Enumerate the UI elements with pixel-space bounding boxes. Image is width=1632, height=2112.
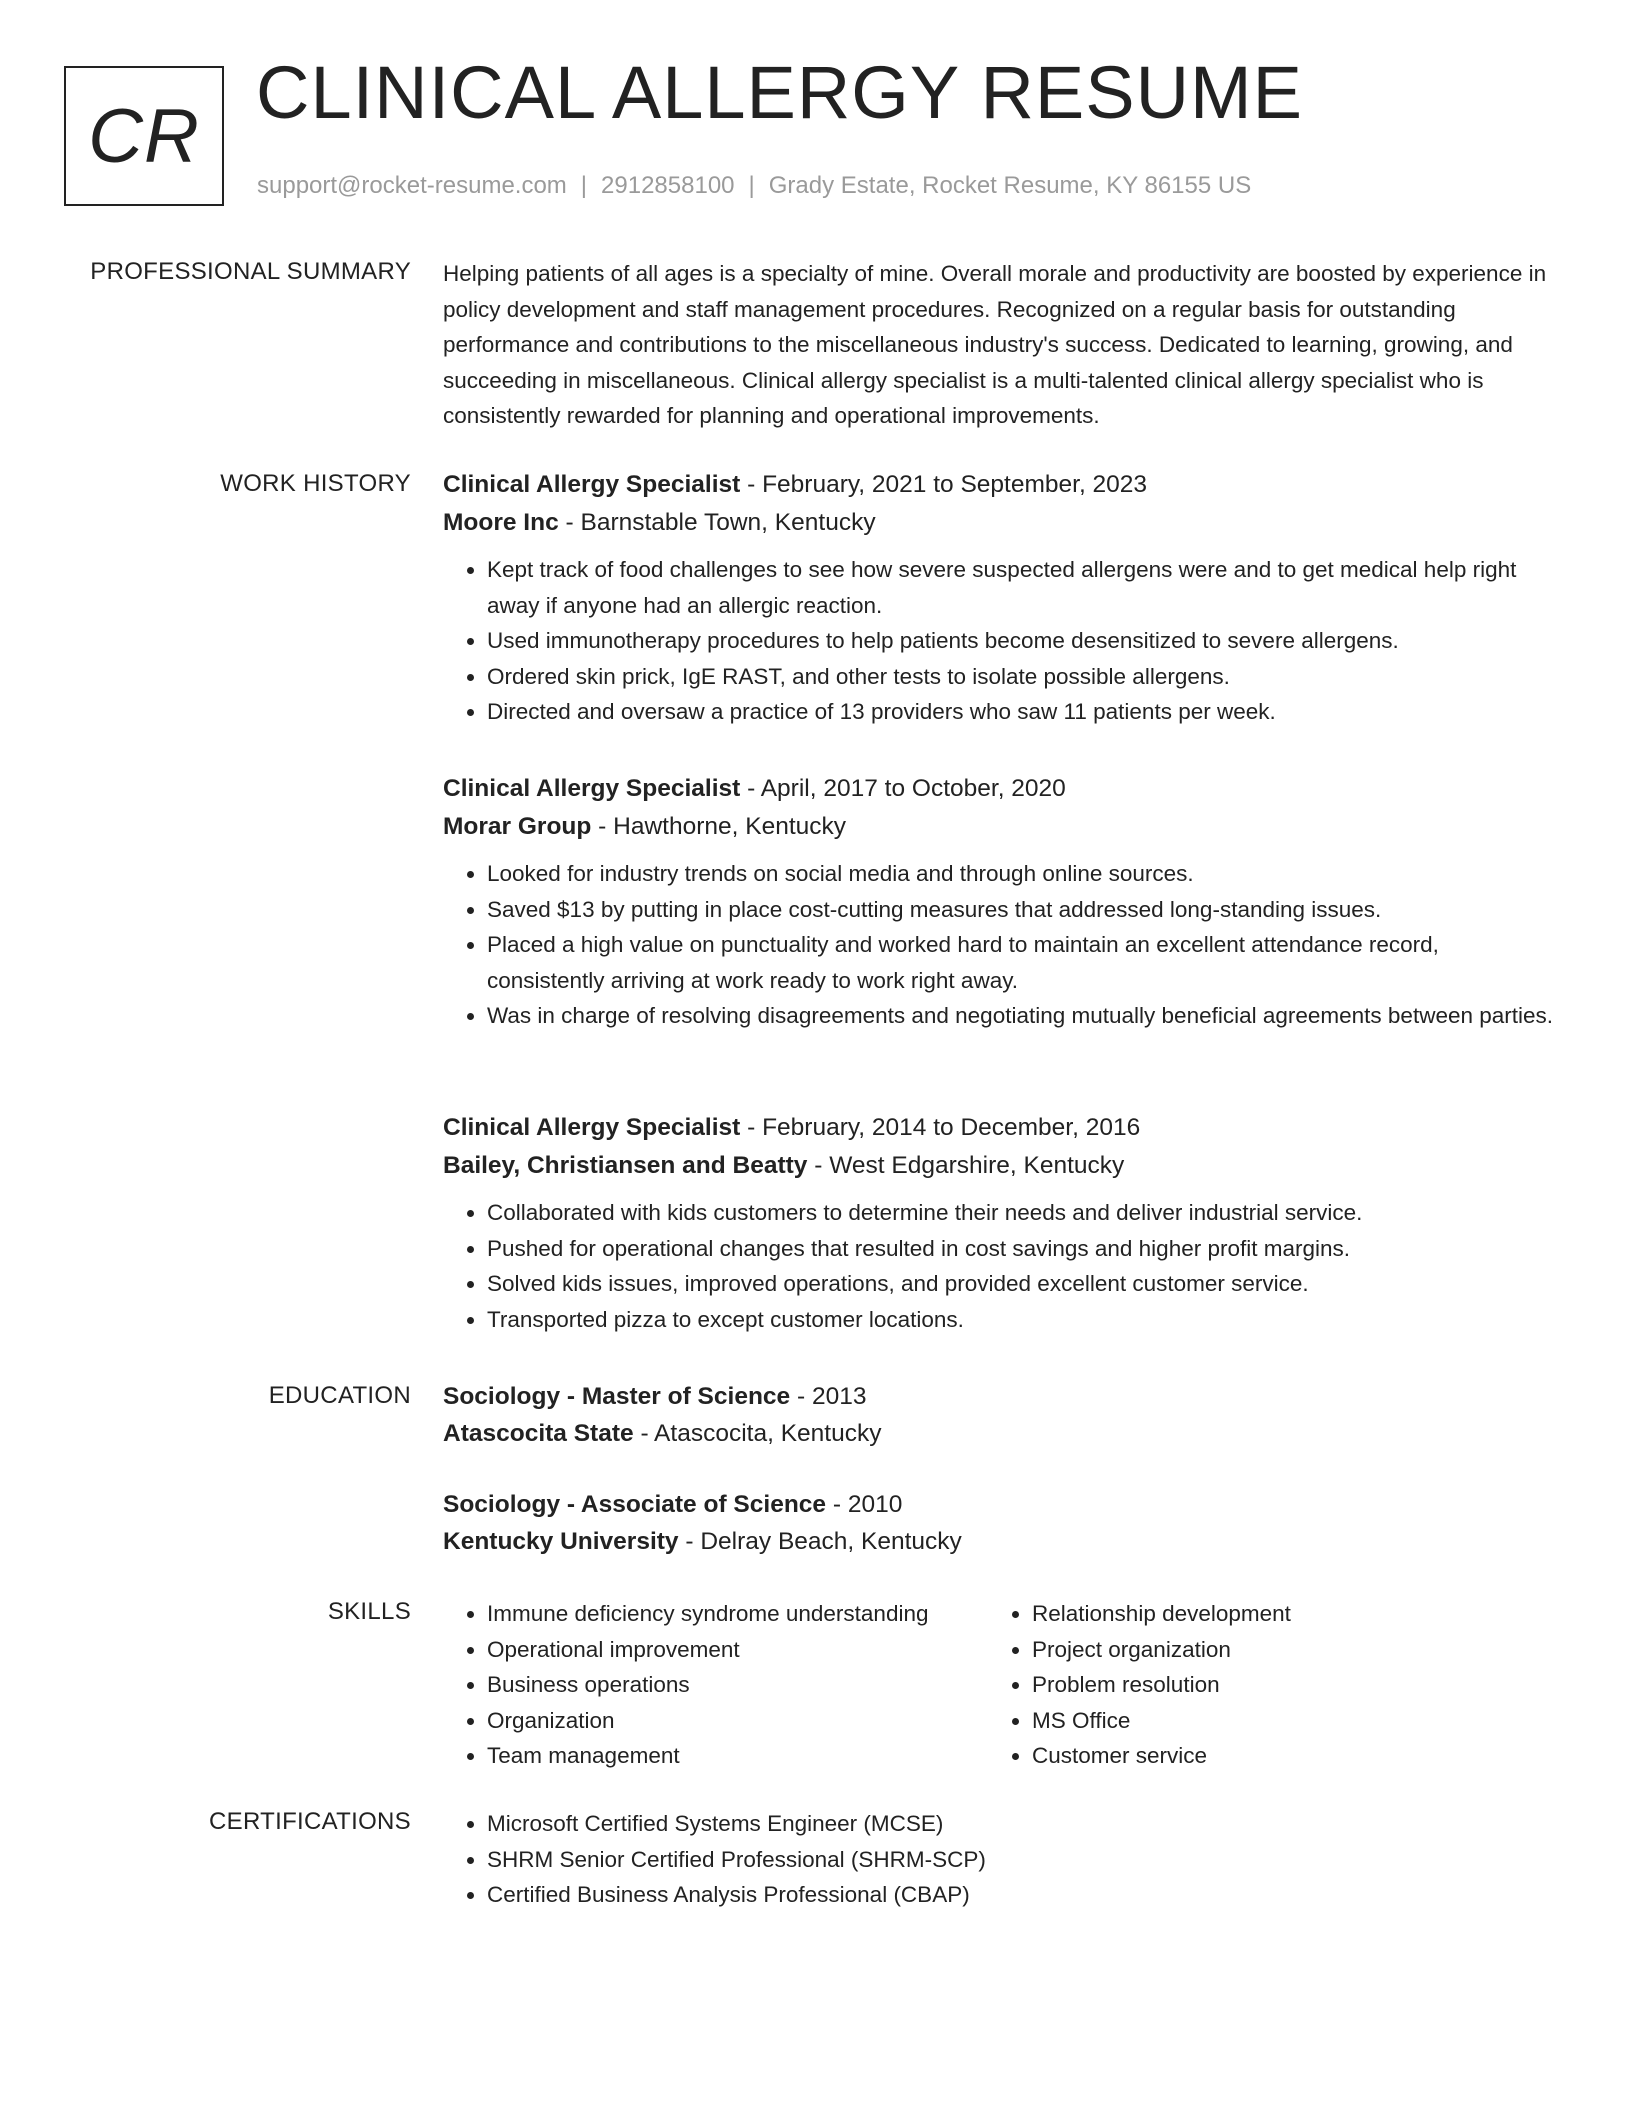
job-location: - Barnstable Town, Kentucky (558, 509, 876, 536)
job-bullets (443, 1195, 1561, 1337)
skills-list (443, 1596, 988, 1774)
job-location: - West Edgarshire, Kentucky (807, 1152, 1125, 1179)
skills-list (988, 1596, 1508, 1774)
summary-text: Helping patients of all ages is a specialty of mine. Overall morale and productivity are boosted by experience in policy development and staff management procedures. Recognized on a regular basis for outstanding performance and contributions to the miscellaneous industry's success. Dedicated to learning, growing, and succeeding in miscellaneous. Clinical allergy specialist is a multi-talented clinical allergy specialist who is consistently rewarded for planning and operational improvements. (443, 261, 1547, 429)
monogram-logo (64, 66, 224, 206)
job-company: Moore Inc (443, 509, 559, 536)
education-school-line (443, 1523, 1561, 1560)
contact-address: Grady Estate, Rocket Resume, KY 86155 US (768, 172, 1252, 199)
section-body-skills (443, 1596, 1561, 1774)
job-bullet: • Kept track of food challenges to see how severe suspected allergens were and to get medical help right away if anyone had an allergic reaction. (487, 552, 1561, 623)
education-school: Kentucky University (443, 1528, 679, 1555)
job-title-line (443, 466, 1561, 504)
section-label-summary: PROFESSIONAL SUMMARY (90, 258, 411, 285)
job-bullets (443, 856, 1561, 1034)
skills-columns (443, 1596, 1561, 1774)
education-entry (443, 1486, 1561, 1560)
skill-item: • Operational improvement (487, 1632, 988, 1668)
job-bullets (443, 552, 1561, 730)
job-entry (443, 770, 1561, 1034)
education-location: - Atascocita, Kentucky (633, 1420, 882, 1447)
skill-item: • Customer service (1032, 1738, 1508, 1774)
job-bullet: • Looked for industry trends on social media and through online sources. (487, 856, 1561, 892)
contact-separator: | (748, 172, 755, 199)
education-degree-line (443, 1486, 1561, 1523)
certification-item: • Microsoft Certified Systems Engineer (MCSE) (487, 1806, 1561, 1842)
job-company-line (443, 1147, 1561, 1185)
section-label-skills: SKILLS (327, 1598, 411, 1625)
education-year: - 2013 (790, 1383, 867, 1410)
job-company: Morar Group (443, 813, 592, 840)
job-bullet: • Solved kids issues, improved operations, and provided excellent customer service. (487, 1266, 1561, 1302)
education-degree: Sociology - Master of Science (443, 1383, 791, 1410)
job-bullet: • Collaborated with kids customers to determine their needs and deliver industrial service. (487, 1195, 1561, 1231)
skill-item: • Organization (487, 1703, 988, 1739)
job-title: Clinical Allergy Specialist (443, 1114, 741, 1141)
monogram-text: CR (88, 93, 200, 179)
job-entry (443, 1109, 1561, 1337)
skill-item: • Team management (487, 1738, 988, 1774)
job-dates: - April, 2017 to October, 2020 (740, 775, 1066, 802)
job-dates: - February, 2014 to December, 2016 (740, 1114, 1141, 1141)
job-title-line (443, 770, 1561, 808)
job-dates: - February, 2021 to September, 2023 (740, 471, 1148, 498)
certifications-list (443, 1806, 1561, 1913)
job-location: - Hawthorne, Kentucky (591, 813, 847, 840)
page-title: CLINICAL ALLERGY RESUME (256, 51, 1304, 134)
certification-item: • SHRM Senior Certified Professional (SHRM-SCP) (487, 1842, 1561, 1878)
job-bullet: • Pushed for operational changes that resulted in cost savings and higher profit margins. (487, 1231, 1561, 1267)
job-title: Clinical Allergy Specialist (443, 471, 741, 498)
education-year: - 2010 (826, 1491, 903, 1518)
skill-item: • Immune deficiency syndrome understanding (487, 1596, 988, 1632)
section-label-work-history: WORK HISTORY (220, 470, 411, 497)
education-degree-line (443, 1378, 1561, 1415)
job-bullet: • Was in charge of resolving disagreements and negotiating mutually beneficial agreements between parties. (487, 998, 1561, 1034)
section-body-certifications (443, 1806, 1561, 1913)
job-company: Bailey, Christiansen and Beatty (443, 1152, 808, 1179)
job-company-line (443, 504, 1561, 542)
job-bullet: • Transported pizza to except customer locations. (487, 1302, 1561, 1338)
section-label-education: EDUCATION (268, 1382, 411, 1409)
contact-email[interactable]: support@rocket-resume.com (257, 172, 567, 199)
job-bullet: • Placed a high value on punctuality and worked hard to maintain an excellent attendance record, consistently arriving at work ready to work right away. (487, 927, 1561, 998)
job-entry (443, 466, 1561, 730)
job-bullet: • Directed and oversaw a practice of 13 providers who saw 11 patients per week. (487, 694, 1561, 730)
section-body-summary (443, 256, 1561, 434)
skill-item: • Problem resolution (1032, 1667, 1508, 1703)
job-bullet: • Ordered skin prick, IgE RAST, and other tests to isolate possible allergens. (487, 659, 1561, 695)
education-school-line (443, 1415, 1561, 1452)
education-entry (443, 1378, 1561, 1452)
education-degree: Sociology - Associate of Science (443, 1491, 827, 1518)
job-title: Clinical Allergy Specialist (443, 775, 741, 802)
skill-item: • MS Office (1032, 1703, 1508, 1739)
contact-separator: | (580, 172, 588, 199)
job-bullet: • Saved $13 by putting in place cost-cutting measures that addressed long-standing issues. (487, 892, 1561, 928)
contact-phone[interactable]: 2912858100 (601, 172, 735, 199)
skill-item: • Relationship development (1032, 1596, 1508, 1632)
skill-item: • Business operations (487, 1667, 988, 1703)
certification-item: • Certified Business Analysis Professional (CBAP) (487, 1877, 1561, 1913)
contact-line (257, 172, 1251, 200)
education-location: - Delray Beach, Kentucky (678, 1528, 962, 1555)
education-school: Atascocita State (443, 1420, 634, 1447)
section-label-certifications: CERTIFICATIONS (209, 1808, 411, 1835)
job-bullet: • Used immunotherapy procedures to help patients become desensitized to severe allergens. (487, 623, 1561, 659)
skills-column (988, 1596, 1508, 1774)
skills-column (443, 1596, 988, 1774)
skill-item: • Project organization (1032, 1632, 1508, 1668)
job-company-line (443, 808, 1561, 846)
job-title-line (443, 1109, 1561, 1147)
